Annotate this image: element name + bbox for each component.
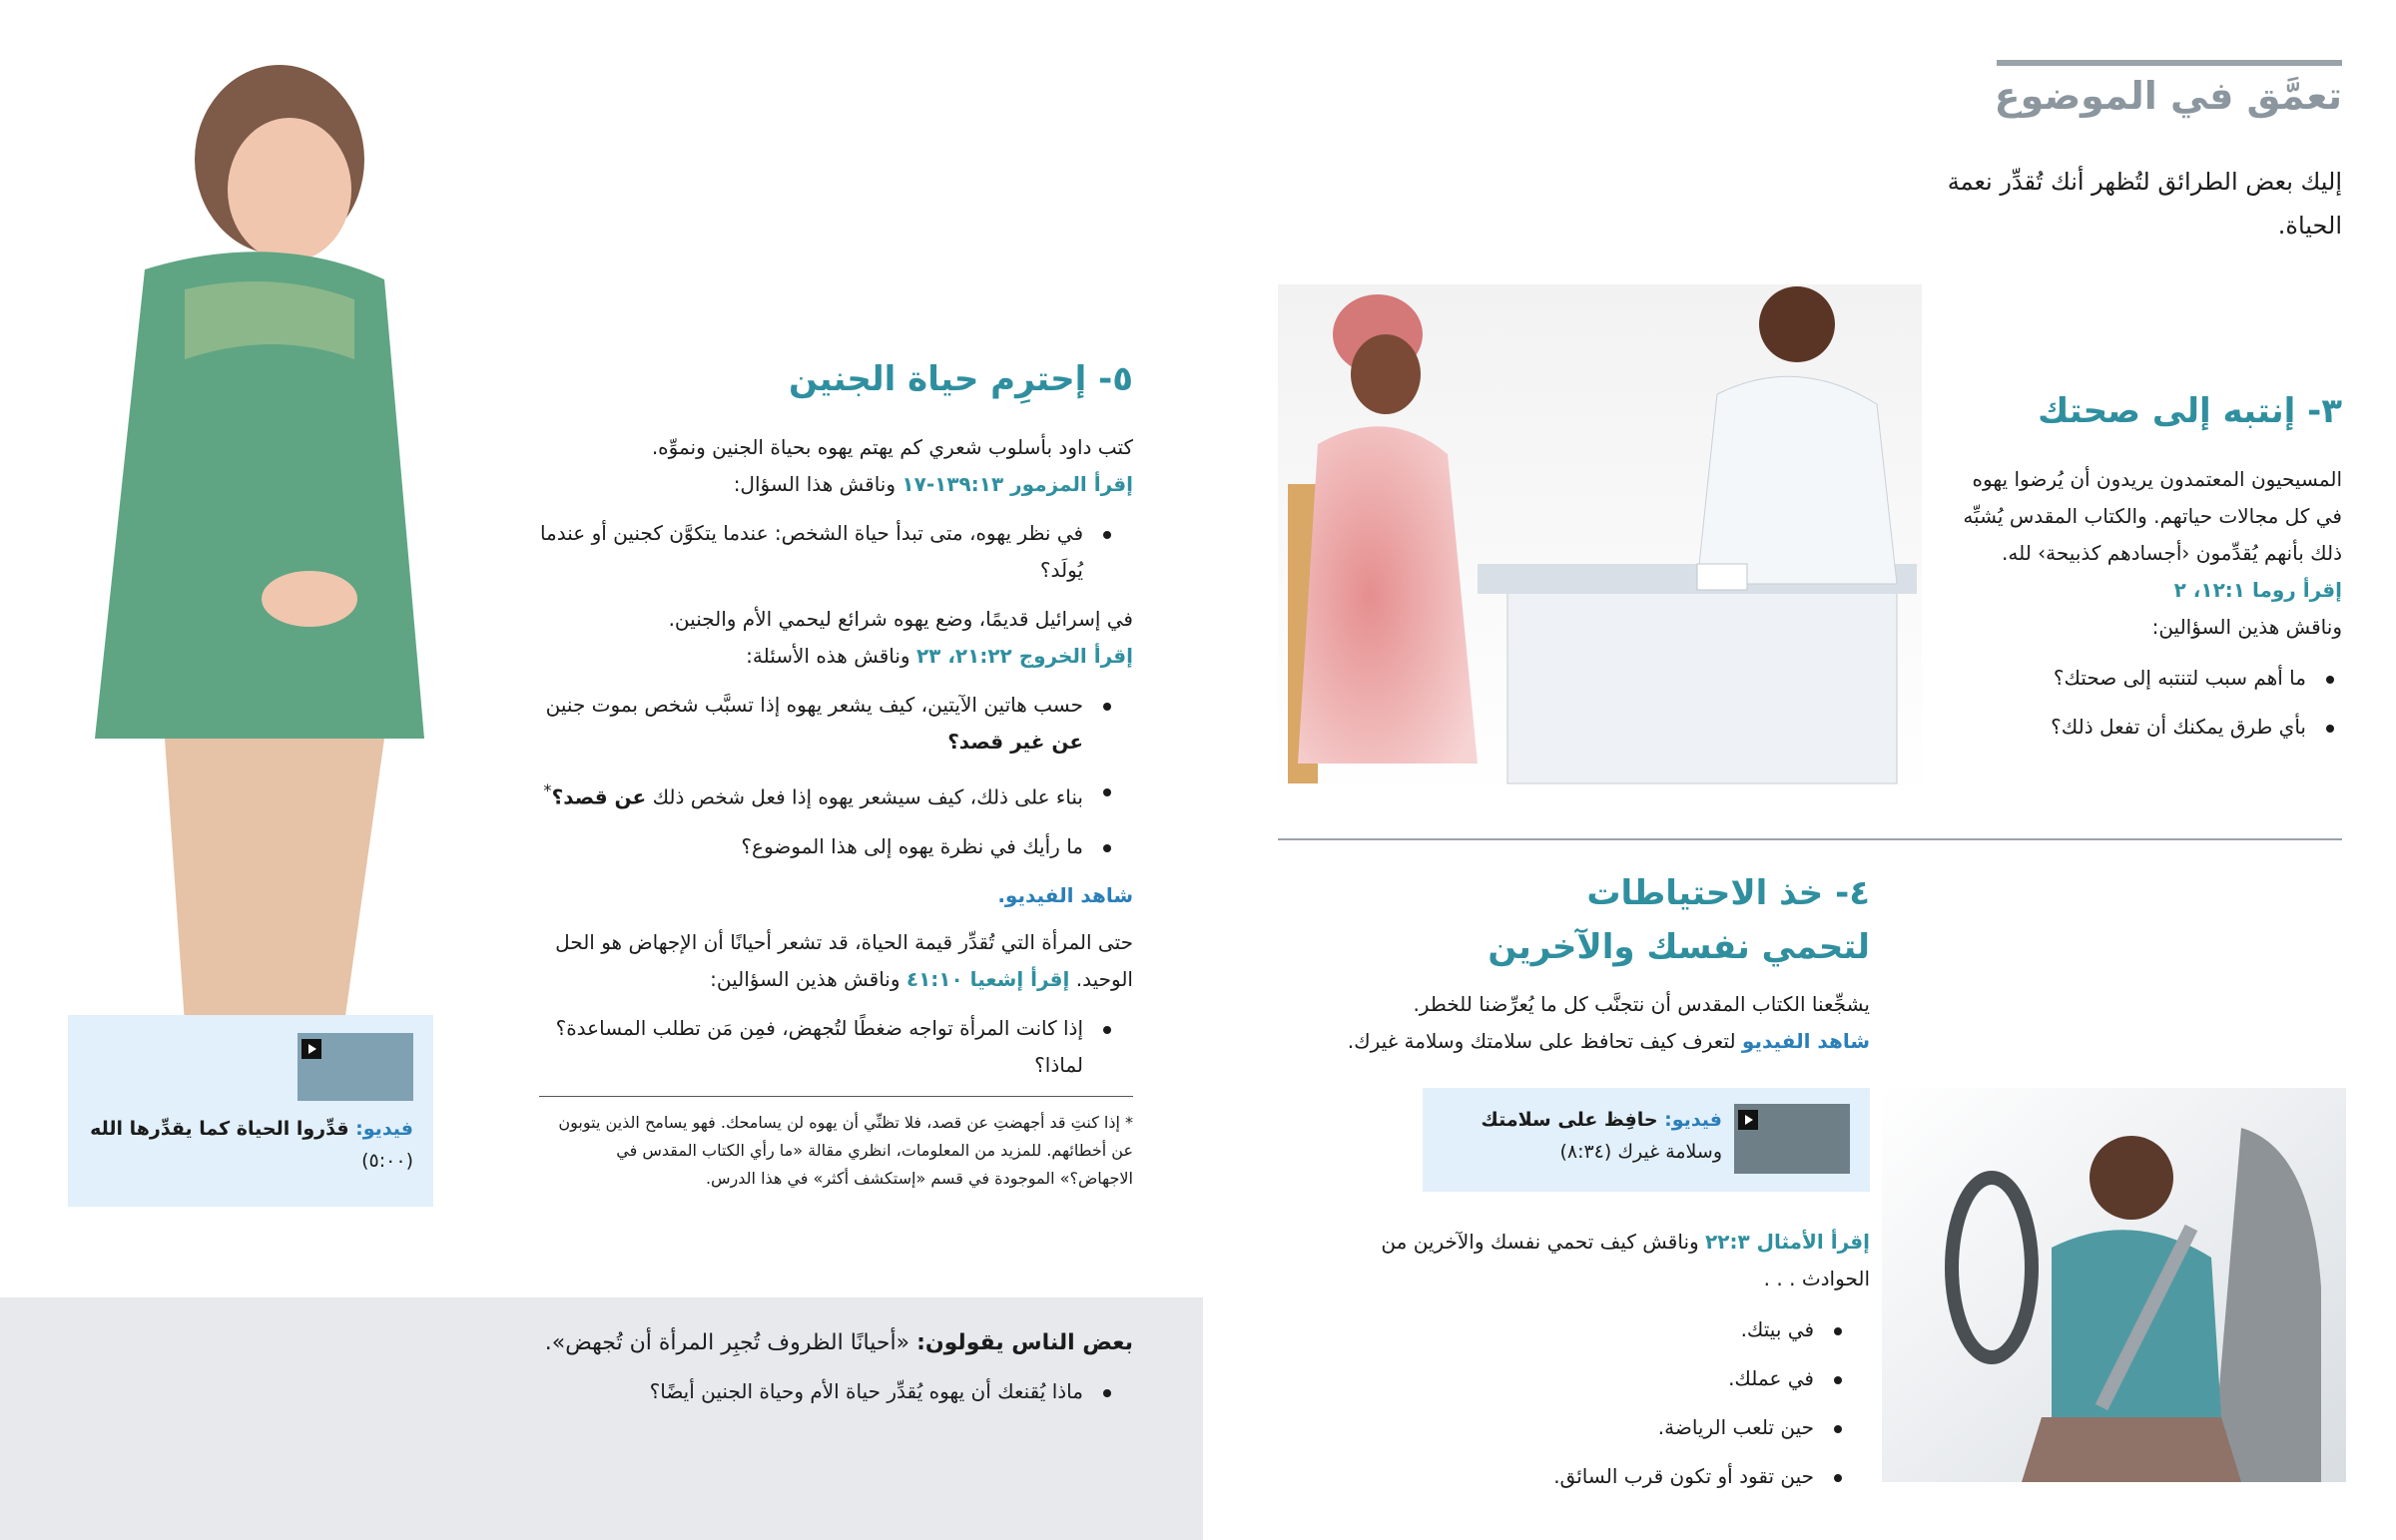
- list-item: بأي طرق يمكنك أن تفعل ذلك؟: [1952, 709, 2306, 746]
- list-item: ماذا يُقنعك أن يهوه يُقدِّر حياة الأم وحياة الجنين أيضًا؟: [459, 1373, 1083, 1410]
- section5-video-title: قدِّروا الحياة كما يقدِّرها الله: [90, 1118, 349, 1140]
- list-item: [539, 772, 1083, 816]
- section4-heading-line1: ٤- خذ الاحتياطات: [1586, 873, 1870, 913]
- section5-read1-link[interactable]: إقرأ المزمور ١٣٩:١٣-١٧: [901, 472, 1133, 496]
- section5-body: [539, 429, 1133, 1193]
- section5-p1: كتب داود بأسلوب شعري كم يهتم يهوه بحياة الجنين ونموِّه.: [651, 435, 1133, 459]
- section3-bullets: [1952, 660, 2342, 746]
- section5-bullets-2: [539, 687, 1133, 865]
- section5-read1-rest: وناقش هذا السؤال:: [733, 472, 897, 496]
- list-item: إذا كانت المرأة تواجه ضغطًا لتُجهض، فمِن مَن تطلب المساعدة؟ لماذا؟: [539, 1010, 1083, 1084]
- section3-text: [1952, 461, 2342, 758]
- doctor-patient-illustration: [1278, 284, 1922, 803]
- section4-video-caption: [1453, 1104, 1722, 1168]
- section3-para-b: وناقش هذين السؤالين:: [2151, 615, 2342, 639]
- section3-read-line: [1952, 572, 2342, 609]
- section5-video-label: فيديو:: [355, 1118, 413, 1140]
- section-divider: [1278, 838, 2342, 840]
- section5-b2-1-bold: عن غير قصد؟: [947, 730, 1083, 754]
- section4-read-line: [1323, 1224, 1870, 1297]
- section4-bullets: [1323, 1311, 1870, 1495]
- section5-p3-text: حتى المرأة التي تُقدِّر قيمة الحياة، قد تشعر أحيانًا أن الإجهاض هو الحل الوحيد.: [555, 929, 1133, 991]
- section5-b2-2-text: بناء على ذلك، كيف سيشعر يهوه إذا فعل شخص ذلك: [652, 784, 1083, 809]
- section5-read1-line: [539, 466, 1133, 503]
- section3-read-link[interactable]: إقرأ روما ١٢:١، ٢: [2173, 578, 2342, 602]
- deep-dive-title: تعمَّق في الموضوع: [1994, 74, 2342, 118]
- some-say-bullets: [459, 1373, 1133, 1410]
- section5-read2-link[interactable]: إقرأ الخروج ٢١:٢٢، ٢٣: [915, 644, 1133, 668]
- section5-watch-link[interactable]: شاهد الفيديو.: [997, 882, 1133, 907]
- section4-watch-rest: لتعرف كيف تحافظ على سلامتك وسلامة غيرك.: [1347, 1029, 1736, 1053]
- some-say-line: [459, 1323, 1133, 1363]
- section5-p2: في إسرائيل قديمًا، وضع يهوه شرائع ليحمي الأم والجنين.: [668, 607, 1133, 631]
- some-say-box: [0, 1297, 1203, 1540]
- section5-heading: ٥- إحترِم حياة الجنين: [789, 359, 1133, 399]
- section5-read3-link[interactable]: إقرأ إشعيا ٤١:١٠: [905, 966, 1070, 991]
- section3-heading: ٣- إنتبه إلى صحتك: [2038, 391, 2342, 431]
- section5-bullets-1: [539, 515, 1133, 589]
- deep-dive-rule: [1997, 60, 2342, 66]
- list-item: حين تلعب الرياضة.: [1323, 1409, 1814, 1446]
- section4-para-line: يشجِّعنا الكتاب المقدس أن نتجنَّب كل ما يُعرِّضنا للخطر.: [1413, 992, 1870, 1016]
- list-item: في نظر يهوه، متى تبدأ حياة الشخص: عندما يتكوَّن كجنين أو عندما يُولَد؟: [539, 515, 1083, 589]
- some-say-lead: بعض الناس يقولون:: [916, 1330, 1133, 1355]
- section5-video-caption-line1: [88, 1113, 413, 1145]
- section5-video-time: (٥:٠٠): [361, 1150, 413, 1172]
- section5-p3: [539, 924, 1133, 998]
- section4-video-title-line2: وسلامة غيرك (٨:٣٤): [1559, 1141, 1722, 1163]
- section4-heading: [1298, 866, 1870, 974]
- list-item: ما رأيك في نظرة يهوه إلى هذا الموضوع؟: [539, 828, 1083, 865]
- some-say-quote: «أحيانًا الظروف تُجبِر المرأة أن تُجهض».: [544, 1330, 910, 1355]
- section5-video-box[interactable]: [68, 1015, 433, 1207]
- section3-para-a: المسيحيون المعتمدون يريدون أن يُرضوا يهوه في كل مجالات حياتهم. والكتاب المقدس يُشبِّه ذلك بأنهم يُقدِّمون ‹أجسادهم كذبيحة› لله.: [1963, 467, 2342, 565]
- section4-heading-line2: لتحمي نفسك والآخرين: [1488, 927, 1870, 967]
- section4-watch-line: [1278, 1023, 1870, 1060]
- section4-video-box[interactable]: [1423, 1088, 1870, 1192]
- section4-video-label: فيديو:: [1664, 1109, 1722, 1131]
- section5-footnote: * إذا كنتِ قد أجهضتِ عن قصد، فلا تظنِّي أن يهوه لن يسامحك. فهو يسامح الذين يتوبون عن أخطائهم. للمزيد من المعلومات، انظري مقالة «ما رأي الكتاب المقدس في الاجهاض؟» الموجودة في قسم «إستكشف أكثر» في هذا الدرس.: [558, 1112, 1133, 1188]
- section4-video-caption-line1: [1453, 1104, 1722, 1136]
- section5-b2-2-bold: عن قصد؟: [551, 784, 647, 809]
- pregnant-woman-illustration: [55, 40, 434, 1023]
- list-item: ما أهم سبب لتنتبه إلى صحتك؟: [1952, 660, 2306, 697]
- section5-video-caption: [88, 1113, 413, 1177]
- section4-para: [1278, 986, 1870, 1060]
- section4-video-title-line1: حافِظ على سلامتك: [1481, 1109, 1658, 1131]
- section4-read-link[interactable]: إقرأ الأمثال ٢٢:٣: [1705, 1230, 1870, 1254]
- section4-read-block: [1323, 1224, 1870, 1507]
- section5-b2-1-text: حسب هاتين الآيتين، كيف يشعر يهوه إذا تسبَّب شخص بموت جنين: [545, 693, 1083, 717]
- seatbelt-illustration: [1882, 1088, 2346, 1482]
- list-item: [539, 687, 1083, 761]
- section5-read2-line: [539, 638, 1133, 675]
- section4-video-thumbnail[interactable]: [1734, 1104, 1850, 1174]
- section4-read-rest: وناقش كيف تحمي نفسك والآخرين من الحوادث . . .: [1381, 1230, 1870, 1290]
- footnote-marker[interactable]: *: [543, 781, 552, 800]
- section5-read3-rest: وناقش هذين السؤالين:: [710, 966, 900, 991]
- deep-dive-intro: إليك بعض الطرائق لتُظهر أنك تُقدِّر نعمة الحياة.: [1947, 168, 2342, 240]
- play-icon[interactable]: [301, 1039, 321, 1059]
- section5-bullets-3: [539, 1010, 1133, 1084]
- section5-video-thumbnail[interactable]: [298, 1033, 413, 1101]
- list-item: في عملك.: [1323, 1360, 1814, 1397]
- list-item: حين تقود أو تكون قرب السائق.: [1323, 1458, 1814, 1495]
- list-item: في بيتك.: [1323, 1311, 1814, 1348]
- play-icon[interactable]: [1738, 1110, 1758, 1130]
- section4-watch-link[interactable]: شاهد الفيديو: [1741, 1029, 1870, 1053]
- section5-read2-rest: وناقش هذه الأسئلة:: [746, 644, 910, 668]
- footnote-rule: [539, 1096, 1133, 1097]
- some-say-content: [459, 1323, 1133, 1422]
